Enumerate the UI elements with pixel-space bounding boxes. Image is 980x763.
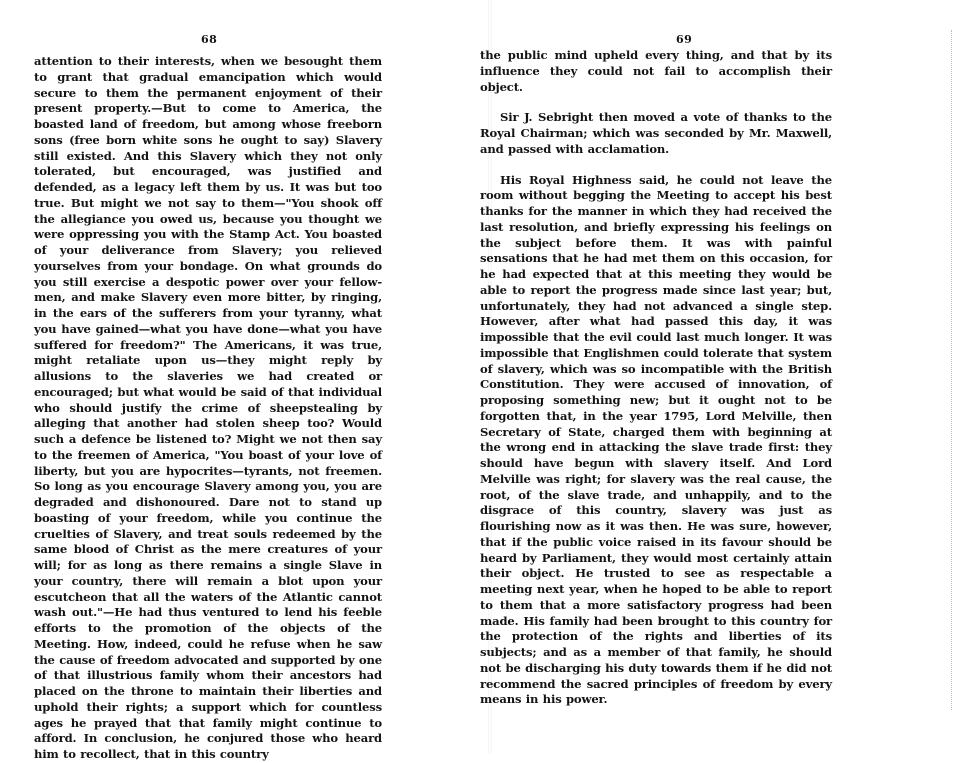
right-page bbox=[480, 0, 980, 753]
page-number-left: 68 bbox=[201, 33, 218, 46]
right-paragraph-2: Sir J. Sebright then moved a vote of thanks to the Royal Chairman; which was seconded by Mr. Maxwell, and passed with acclamation. bbox=[480, 110, 832, 156]
page-number-right: 69 bbox=[676, 33, 693, 46]
right-paragraph-1: the public mind upheld every thing, and that by its influence they could not fail to accomplish their object. bbox=[480, 48, 832, 94]
right-page-text bbox=[480, 48, 832, 708]
left-page-text bbox=[34, 54, 382, 763]
scan-edge-marks bbox=[943, 30, 952, 710]
left-paragraph: attention to their interests, when we besought them to grant that gradual emancipation which would secure to them the permanent enjoyment of their present property.—But to come to America, the boasted land of freedom, but among whose freeborn sons (free born white sons he ought to say) Slavery still existed. And this Slavery which they not only tolerated, but encouraged, was justified and defended, as a legacy left them by us. It was but too true. But might we not say to them—"You shook off the allegiance you owed us, because you thought we were oppressing you with the Stamp Act. You boasted of your deliverance from Slavery; you relieved yourselves from your bondage. On what grounds do you still exercise a despotic power over your fellow-men, and make Slavery even more bitter, by ringing, in the ears of the sufferers from your tyranny, what you have gained—what you have done—what you have suffered for freedom?" The Americans, it was true, might retaliate upon us—they might reply by allusions to the slaveries we had created or encouraged; but what would be said of that individual who should justify the crime of sheepstealing by alleging that another had stolen sheep too? Would such a defence be listened to? Might we not then say to the freemen of America, "You boast of your love of liberty, but you are hypocrites—tyrants, not freemen. So long as you encourage Slavery among you, you are degraded and dishonoured. Dare not to stand up boasting of your freedom, while you continue the cruelties of Slavery, and treat souls redeemed by the same blood of Christ as the mere creatures of your will; for as long as there remains a single Slave in your country, there will remain a blot upon your escutcheon that all the waters of the Atlantic cannot wash out."—He had thus ventured to lend his feeble efforts to the promotion of the objects of the Meeting. How, indeed, could he refuse when he saw the cause of freedom advocated and supported by one of that illustrious family whom their ancestors had placed on the throne to maintain their liberties and uphold their rights; a support which for countless ages he prayed that that family might continue to afford. In conclusion, he conjured those who heard him to recollect, that in this country bbox=[34, 54, 382, 761]
right-paragraph-3: His Royal Highness said, he could not leave the room without begging the Meeting to accept his best thanks for the manner in which they had received the last resolution, and briefly expressing his feelings on the subject before them. It was with painful sensations that he had met them on this occasion, for he had expected that at this meeting they would be able to report the progress made since last year; but, unfortunately, they had not advanced a single step. However, after what had passed this day, it was impossible that the evil could last much longer. It was impossible that Englishmen could tolerate that system of slavery, which was so incompatible with the British Constitution. They were accused of innovation, of proposing something new; but it ought not to be forgotten that, in the year 1795, Lord Melville, then Secretary of State, charged them with beginning at the wrong end in attacking the slave trade first: they should have begun with slavery itself. And Lord Melville was right; for slavery was the real cause, the root, of the slave trade, and unhappily, and to the disgrace of this country, slavery was just as flourishing now as it was then. He was sure, however, that if the public voice raised in its favour should be heard by Parliament, they would most certainly attain their object. He trusted to see as respectable a meeting next year, when he hoped to be able to report to them that a more satisfactory progress had been made. His family had been brought to this country for the protection of the rights and liberties of its subjects; and as a member of that family, he should not be discharging his duty towards them if he did not recommend the sacred principles of freedom by every means in his power. bbox=[480, 172, 832, 707]
left-page bbox=[0, 0, 490, 761]
